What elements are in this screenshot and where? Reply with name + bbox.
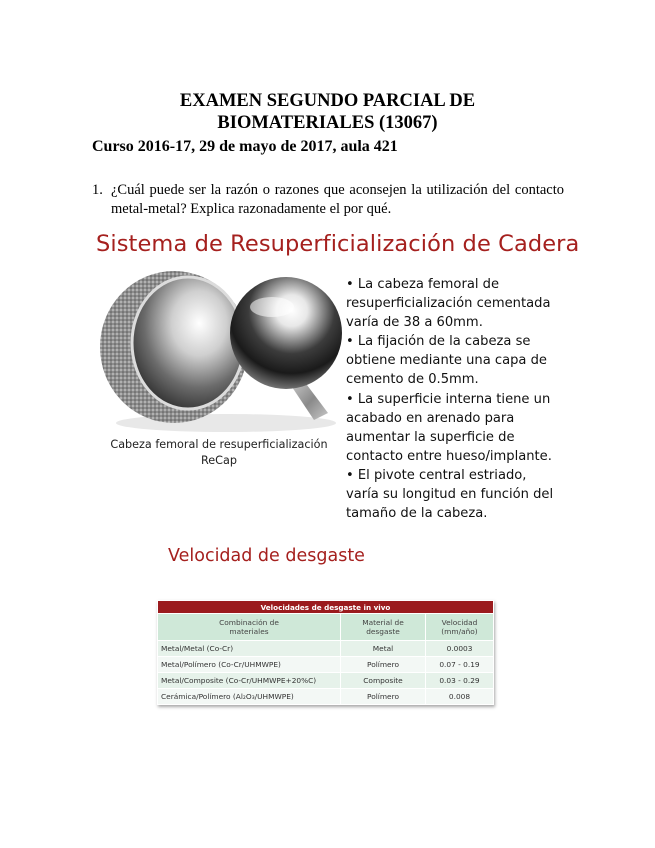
header-velocity-l2: (mm/año) [441,627,478,636]
header-combination [158,614,341,641]
question-number: 1. [92,182,103,198]
header-combination-l1: Combinación de [219,618,279,627]
wear-rate-title: Velocidad de desgaste [168,546,365,566]
bullet-line: • La cabeza femoral de [346,277,500,292]
bullet-line: cemento de 0.5mm. [346,372,479,388]
table-row [158,673,494,689]
table-caption: Velocidades de desgaste in vivo [158,601,494,614]
header-material-l1: Material de [362,618,404,627]
bullet-line: acabado en arenado para [346,410,515,426]
bullet-line: • El pivote central estriado, [346,467,527,483]
cell-velocity: 0.0003 [426,641,494,657]
header-velocity [426,614,494,641]
table-row [158,657,494,673]
exam-title [0,90,655,134]
header-material [341,614,426,641]
table-row [158,689,494,705]
cell-material: Polímero [341,657,426,673]
bullet-line: • La superficie interna tiene un [346,391,551,407]
question-text: ¿Cuál puede ser la razón o razones que aconsejen la utilización del contacto metal-metal? Explica razonadamente el por qué. [111,182,564,217]
image-caption [98,437,340,469]
cell-combination: Metal/Metal (Co-Cr) [158,641,341,657]
bullet-list [346,275,576,523]
bullet-line: • La fijación de la cabeza se [346,334,531,350]
bullet-line: contacto entre hueso/implante. [346,448,552,464]
exam-title-line1: EXAMEN SEGUNDO PARCIAL DE [179,91,476,111]
header-material-l2: desgaste [366,627,400,636]
cell-material: Metal [341,641,426,657]
slide-title: Sistema de Resuperficialización de Cadera [96,231,580,257]
exam-title-line2: BIOMATERIALES (13067) [217,113,438,133]
acetabular-cup [100,271,248,423]
cell-combination: Metal/Composite (Co-Cr/UHMWPE+20%C) [158,673,341,689]
bullet-line: obtiene mediante una capa de [346,353,547,369]
bullet-line: varía de 38 a 60mm. [346,315,483,331]
course-info: Curso 2016-17, 29 de mayo de 2017, aula 421 [92,138,398,155]
bullet-line: tamaño de la cabeza. [346,506,488,522]
cell-velocity: 0.008 [426,689,494,705]
bullet-line: varía su longitud en función del [346,487,554,503]
caption-line1: Cabeza femoral de resuperficialización [110,438,328,451]
question-1 [92,181,564,219]
bullet-line: resuperficialización cementada [346,296,551,312]
cell-velocity: 0.03 - 0.29 [426,673,494,689]
cell-combination: Metal/Polímero (Co-Cr/UHMWPE) [158,657,341,673]
bullet-line: aumentar la superficie de [346,429,515,445]
cell-combination: Cerámica/Polímero (Al₂O₃/UHMWPE) [158,689,341,705]
table-header-row [158,614,494,641]
header-combination-l2: materiales [229,627,269,636]
femoral-ball [230,277,342,420]
header-velocity-l1: Velocidad [441,618,478,627]
cell-velocity: 0.07 - 0.19 [426,657,494,673]
caption-line2: ReCap [201,454,237,467]
cell-material: Polímero [341,689,426,705]
wear-rate-table [157,600,494,705]
table-row [158,641,494,657]
cell-material: Composite [341,673,426,689]
femoral-head-prosthesis-image [96,265,346,437]
